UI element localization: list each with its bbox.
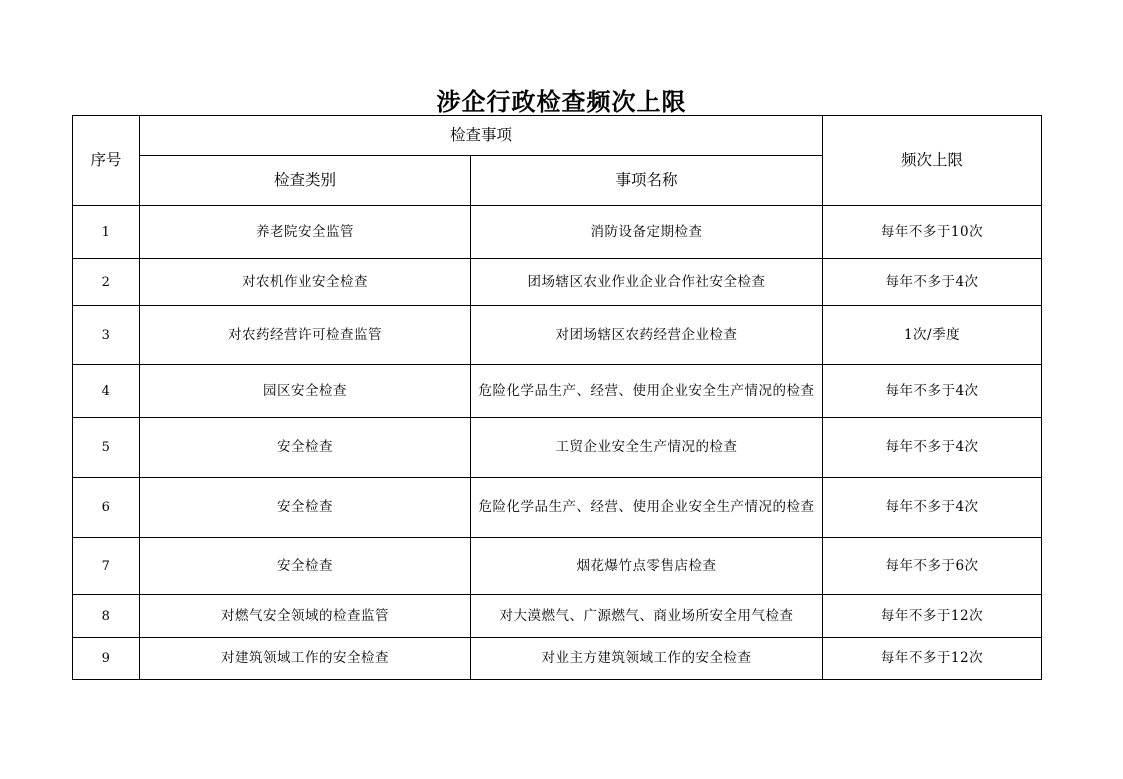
row-category: 安全检查 — [140, 538, 471, 595]
row-number: 8 — [73, 595, 140, 638]
row-limit: 1次/季度 — [823, 306, 1042, 365]
row-number: 4 — [73, 365, 140, 418]
table-row — [73, 638, 1042, 680]
row-number: 3 — [73, 306, 140, 365]
header-row-top — [73, 116, 1042, 156]
row-limit: 每年不多于4次 — [823, 418, 1042, 478]
row-number: 2 — [73, 259, 140, 306]
row-limit: 每年不多于4次 — [823, 478, 1042, 538]
row-number: 6 — [73, 478, 140, 538]
row-item: 对业主方建筑领域工作的安全检查 — [471, 638, 823, 680]
header-category: 检查类别 — [140, 156, 471, 206]
row-limit: 每年不多于6次 — [823, 538, 1042, 595]
row-item: 烟花爆竹点零售店检查 — [471, 538, 823, 595]
row-item: 团场辖区农业作业企业合作社安全检查 — [471, 259, 823, 306]
row-number: 5 — [73, 418, 140, 478]
row-item: 危险化学品生产、经营、使用企业安全生产情况的检查 — [471, 365, 823, 418]
row-item: 对大漠燃气、广源燃气、商业场所安全用气检查 — [471, 595, 823, 638]
row-limit: 每年不多于4次 — [823, 365, 1042, 418]
row-category: 对建筑领域工作的安全检查 — [140, 638, 471, 680]
row-item: 危险化学品生产、经营、使用企业安全生产情况的检查 — [471, 478, 823, 538]
row-number: 9 — [73, 638, 140, 680]
row-category: 园区安全检查 — [140, 365, 471, 418]
table-row — [73, 206, 1042, 259]
row-category: 对农药经营许可检查监管 — [140, 306, 471, 365]
header-inspection-items: 检查事项 — [140, 116, 823, 156]
row-limit: 每年不多于12次 — [823, 638, 1042, 680]
table-row — [73, 306, 1042, 365]
row-number: 1 — [73, 206, 140, 259]
row-limit: 每年不多于12次 — [823, 595, 1042, 638]
row-category: 养老院安全监管 — [140, 206, 471, 259]
document-title: 涉企行政检查频次上限 — [436, 87, 687, 116]
table-row — [73, 595, 1042, 638]
header-seq: 序号 — [73, 116, 140, 206]
row-item: 消防设备定期检查 — [471, 206, 823, 259]
table-row — [73, 259, 1042, 306]
table-row — [73, 478, 1042, 538]
header-item-name: 事项名称 — [471, 156, 823, 206]
row-number: 7 — [73, 538, 140, 595]
row-item: 工贸企业安全生产情况的检查 — [471, 418, 823, 478]
row-category: 对农机作业安全检查 — [140, 259, 471, 306]
row-limit: 每年不多于4次 — [823, 259, 1042, 306]
row-limit: 每年不多于10次 — [823, 206, 1042, 259]
table-row — [73, 538, 1042, 595]
row-category: 对燃气安全领域的检查监管 — [140, 595, 471, 638]
header-frequency-limit: 频次上限 — [823, 116, 1042, 206]
row-item: 对团场辖区农药经营企业检查 — [471, 306, 823, 365]
table-row — [73, 418, 1042, 478]
row-category: 安全检查 — [140, 478, 471, 538]
row-category: 安全检查 — [140, 418, 471, 478]
inspection-table — [72, 115, 1042, 680]
table-row — [73, 365, 1042, 418]
